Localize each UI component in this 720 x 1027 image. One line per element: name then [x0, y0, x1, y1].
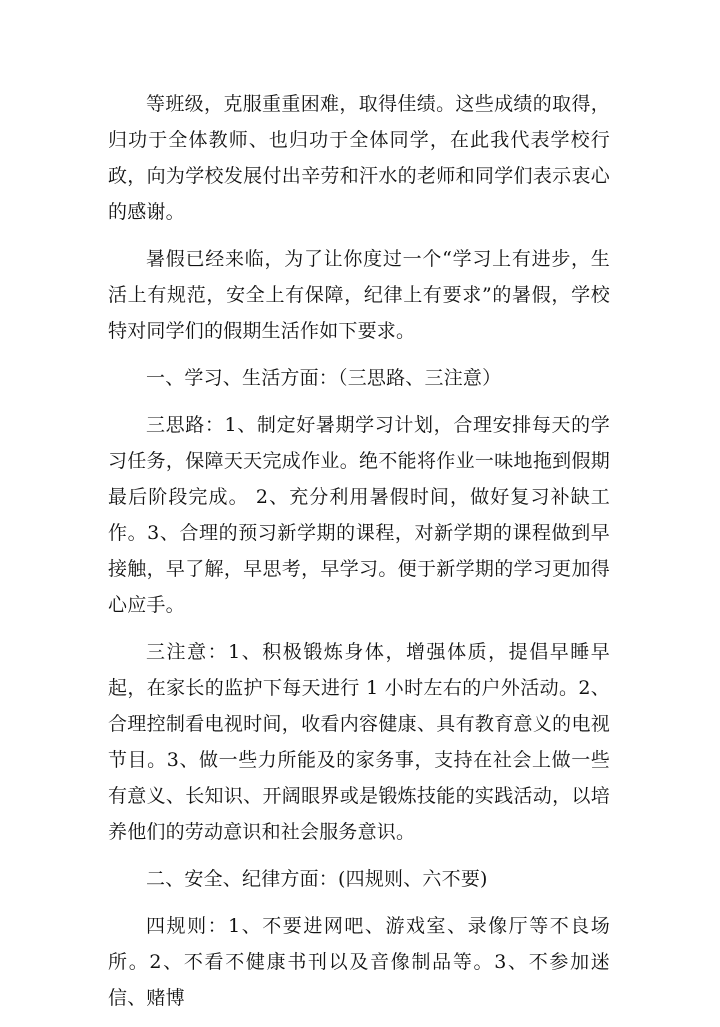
section-heading-safety-discipline: 二、安全、纪律方面：(四规则、六不要) [146, 868, 488, 890]
paragraph-four-rules: 四规则：1、不要进网吧、游戏室、录像厅等不良场所。2、不看不健康书刊以及音像制品等。3、不参加迷信、赌博 [108, 915, 610, 1009]
section-heading-study-life: 一、学习、生活方面：（三思路、三注意） [146, 367, 502, 389]
document-body [108, 86, 610, 1027]
paragraph-three-ideas: 三思路：1、制定好暑期学习计划，合理安排每天的学习任务，保障天天完成作业。绝不能将作业一味地拖到假期最后阶段完成。 2、充分利用暑假时间，做好复习补缺工作。3、合理的预习新学期的课程，对新学期的课程做到早接触，早了解，早思考，早学习。便于新学期的学习更加得心应手。 [108, 414, 610, 616]
paragraph-three-cautions: 三注意：1、积极锻炼身体，增强体质，提倡早睡早起，在家长的监护下每天进行 1 小时左右的户外活动。2、合理控制看电视时间，收看内容健康、具有教育意义的电视节目。3、做一些力所能及的家务事，支持在社会上做一些有意义、长知识、开阔眼界或是锻炼技能的实践活动，以培养他们的劳动意识和社会服务意识。 [108, 641, 610, 843]
paragraph-acknowledgement: 等班级，克服重重困难，取得佳绩。这些成绩的取得，归功于全体教师、也归功于全体同学，在此我代表学校行政，向为学校发展付出辛劳和汗水的老师和同学们表示衷心的感谢。 [108, 93, 610, 223]
paragraph-summer-intro: 暑假已经来临，为了让你度过一个“学习上有进步，生活上有规范，安全上有保障，纪律上有要求”的暑假，学校特对同学们的假期生活作如下要求。 [108, 248, 610, 342]
